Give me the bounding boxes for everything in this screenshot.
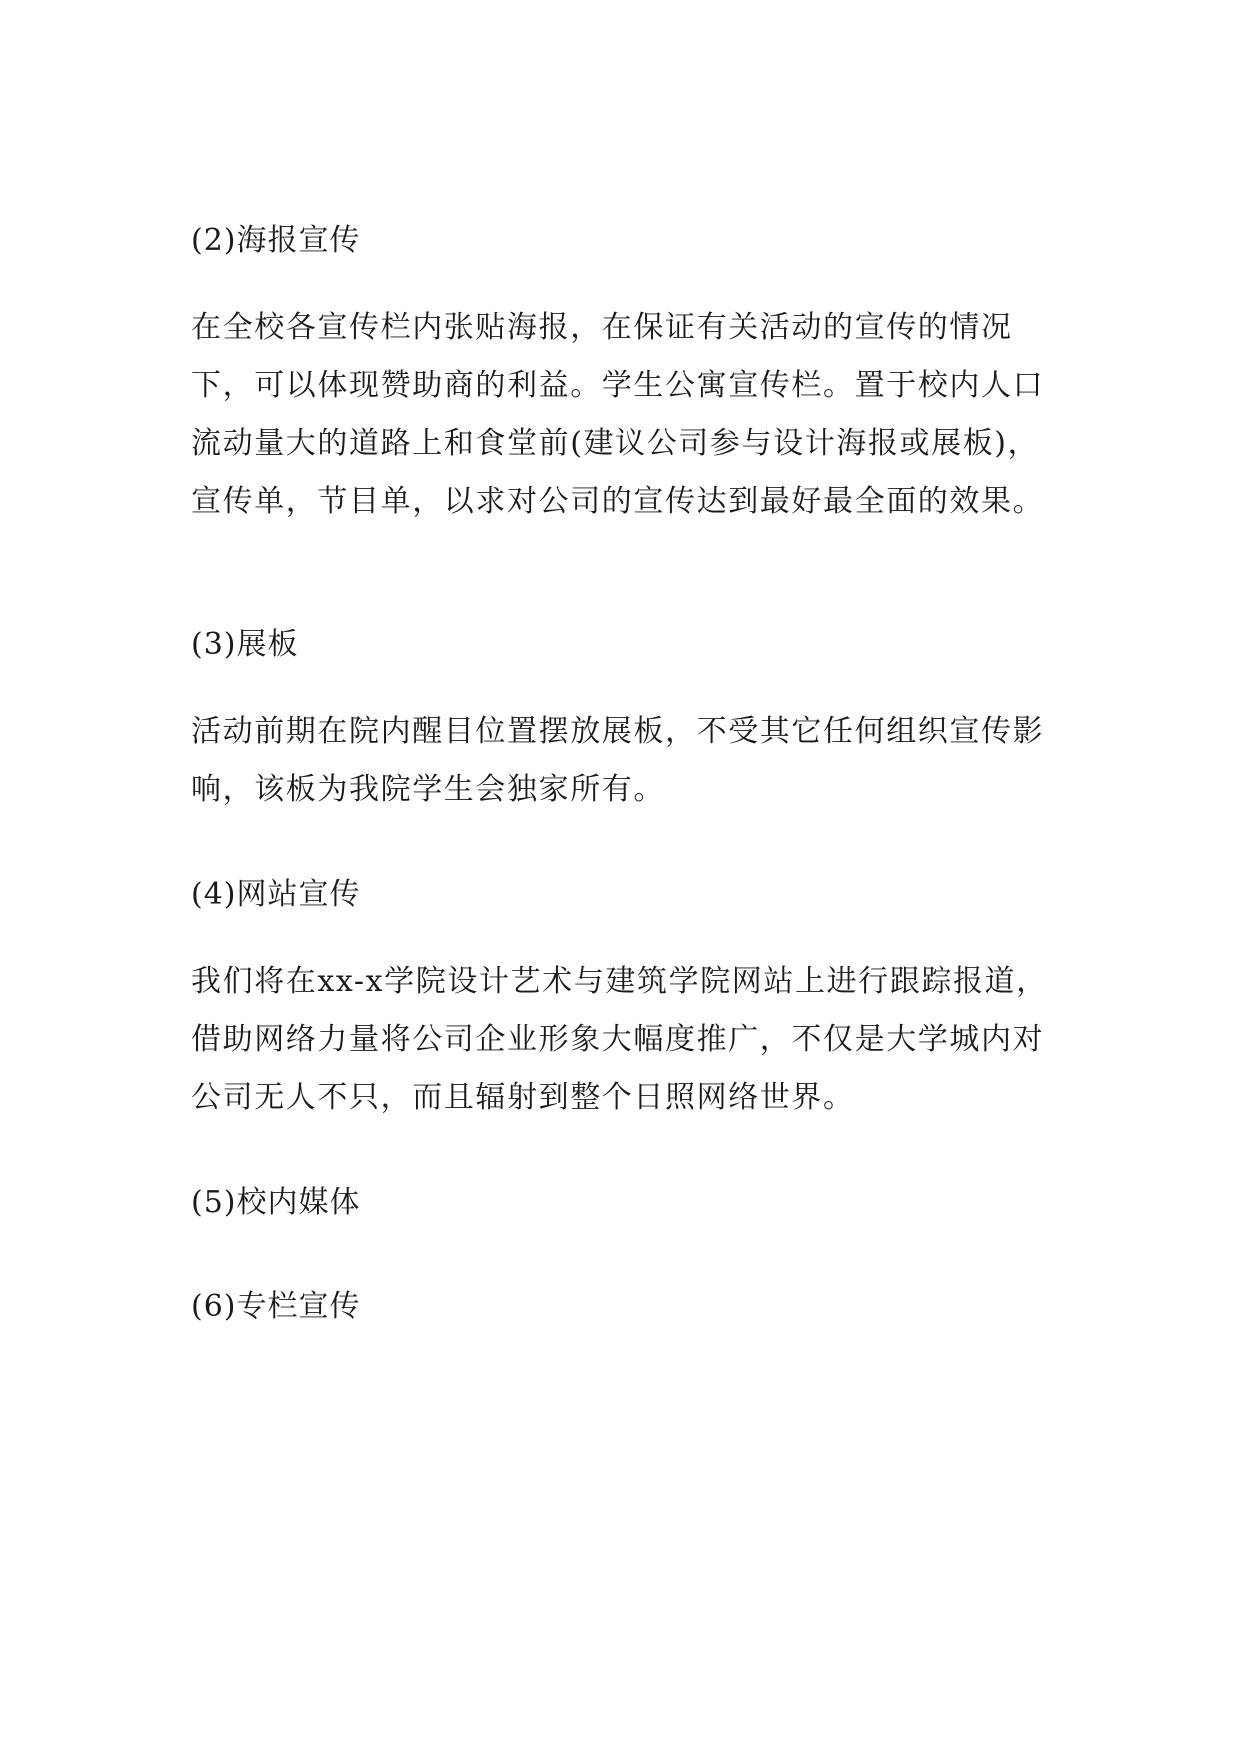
section-heading-2: (2)海报宣传 bbox=[191, 223, 361, 258]
section-body-3: 活动前期在院内醒目位置摆放展板，不受其它任何组织宣传影响，该板为我院学生会独家所有。 bbox=[191, 714, 1045, 807]
section-body-2: 在全校各宣传栏内张贴海报，在保证有关活动的宣传的情况下，可以体现赞助商的利益。学生公寓宣传栏。置于校内人口流动量大的道路上和食堂前(建议公司参与设计海报或展板)，宣传单，节目单，以求对公司的宣传达到最好最全面的效果。 bbox=[191, 310, 1045, 519]
section-heading-6: (6)专栏宣传 bbox=[191, 1289, 361, 1324]
section-heading-3: (3)展板 bbox=[191, 627, 299, 662]
section-body-4: 我们将在xx-x学院设计艺术与建筑学院网站上进行跟踪报道，借助网络力量将公司企业形象大幅度推广，不仅是大学城内对公司无人不只，而且辐射到整个日照网络世界。 bbox=[191, 964, 1048, 1115]
section-heading-4: (4)网站宣传 bbox=[191, 877, 361, 912]
section-heading-5: (5)校内媒体 bbox=[191, 1185, 361, 1220]
